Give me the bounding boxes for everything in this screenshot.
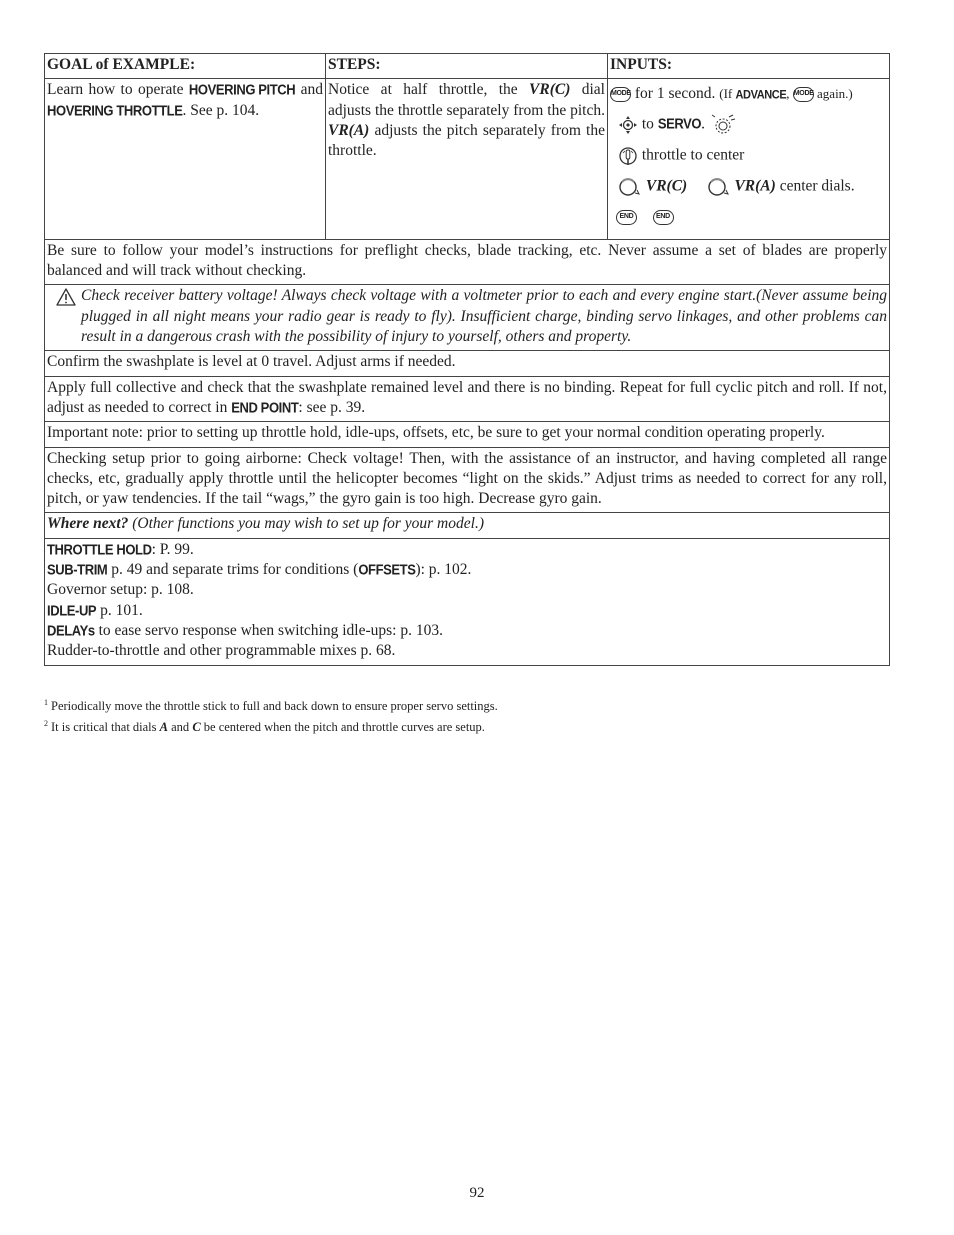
example-row xyxy=(45,79,890,240)
end-point-keyword: END POINT xyxy=(231,399,299,416)
header-row xyxy=(45,54,890,79)
links-row xyxy=(45,538,890,665)
warning-text: Check receiver battery voltage! Always check voltage with a voltmeter prior to each and every engine start.(Never assume being plugged in all night means your radio gear is ready to fly). Insufficient charge, binding servo linkages, and other problems can result in a dangerous crash with the possibility of injury to yourself, others and property. xyxy=(81,287,887,346)
link-mixes: Rudder-to-throttle and other programmable mixes p. 68. xyxy=(47,642,396,660)
checking-text: Checking setup prior to going airborne: Check voltage! Then, with the assistance of an instructor, and having completed all range checks, etc, gradually apply throttle until the helicopter becomes “light on the skids.” Adjust trims as needed to correct for any roll, pitch, or yaw tendencies. If the tail “wags,” the gyro gain is too high. Decrease gyro gain. xyxy=(45,447,890,513)
important-text: Important note: prior to setting up throttle hold, idle-ups, offsets, etc, be sure to get your normal condition operating properly. xyxy=(45,422,890,447)
inputs-cell xyxy=(608,79,890,240)
warning-icon xyxy=(56,288,76,306)
header-goal: GOAL of EXAMPLE: xyxy=(45,54,326,79)
dial-turn-icon xyxy=(709,114,737,136)
footnote-1: $^1$ Periodically move the throttle stick to full and back down to ensure proper servo settings. xyxy=(44,698,498,713)
goal-cell: Learn how to operate HOVERING PITCH and HOVERING THROTTLE. See p. 104. xyxy=(45,79,326,240)
preflight-row xyxy=(45,239,890,285)
mode-key-icon: MODE xyxy=(793,87,814,102)
input-line-3: throttle to center xyxy=(610,145,887,167)
collective-text: Apply full collective and check that the swashplate remained level and there is no binding. Repeat for full cyclic pitch and roll. If not, adjust as needed to correct in END POINT: see p. 39. xyxy=(45,376,890,422)
hovering-pitch-keyword: HOVERING PITCH xyxy=(188,81,296,99)
input-line-1: MODE for 1 second. (If ADVANCE, MODE again.) xyxy=(611,85,853,103)
swashplate-row xyxy=(45,351,890,376)
footnote-2: $^2$ It is critical that dials A and C be centered when the pitch and throttle curves are setup. xyxy=(44,719,485,734)
vr-a-dial-icon xyxy=(707,176,731,198)
link-delays: DELAYs to ease servo response when switching idle-ups: p. 103. xyxy=(47,621,443,639)
input-line-5 xyxy=(610,207,887,227)
vr-c-dial-icon xyxy=(618,176,642,198)
input-line-2: to SERVO. xyxy=(610,114,887,136)
links-cell xyxy=(45,538,890,665)
end-key-icon: END xyxy=(653,210,674,225)
input-line-4: VR(C) VR(A) center dials. xyxy=(610,176,887,198)
throttle-stick-icon xyxy=(618,145,638,167)
steps-cell: Notice at half throttle, the VR(C) dial adjusts the throttle separately from the pitch. VR(A) adjusts the pitch separately from the throttle. xyxy=(326,79,608,240)
hovering-throttle-keyword: HOVERING THROTTLE xyxy=(47,101,183,119)
where-next-text: Where next? (Other functions you may wish to set up for your model.) xyxy=(45,513,890,538)
servo-keyword: SERVO xyxy=(657,115,702,132)
page-number: 92 xyxy=(469,1185,485,1201)
warning-row xyxy=(45,285,890,351)
end-key-icon: END xyxy=(616,210,637,225)
swashplate-text: Confirm the swashplate is level at 0 travel. Adjust arms if needed. xyxy=(45,351,890,376)
footnotes xyxy=(44,694,889,736)
mode-key-icon: MODE xyxy=(610,87,631,102)
collective-row xyxy=(45,376,890,422)
header-inputs: INPUTS: xyxy=(608,54,890,79)
link-sub-trim: SUB-TRIM p. 49 and separate trims for conditions (OFFSETS): p. 102. xyxy=(47,561,472,579)
preflight-text: Be sure to follow your model’s instructions for preflight checks, blade tracking, etc. Never assume a set of blades are properly balanced and will track without checking. xyxy=(45,239,890,285)
header-steps: STEPS: xyxy=(326,54,608,79)
advance-keyword: ADVANCE xyxy=(735,88,787,103)
instruction-table xyxy=(44,53,890,666)
checking-row xyxy=(45,447,890,513)
link-governor: Governor setup: p. 108. xyxy=(47,581,194,599)
important-row xyxy=(45,422,890,447)
link-idle-up: IDLE-UP p. 101. xyxy=(47,601,143,619)
link-throttle-hold: THROTTLE HOLD: P. 99. xyxy=(47,540,194,558)
where-next-row xyxy=(45,513,890,538)
dpad-icon xyxy=(618,115,638,135)
